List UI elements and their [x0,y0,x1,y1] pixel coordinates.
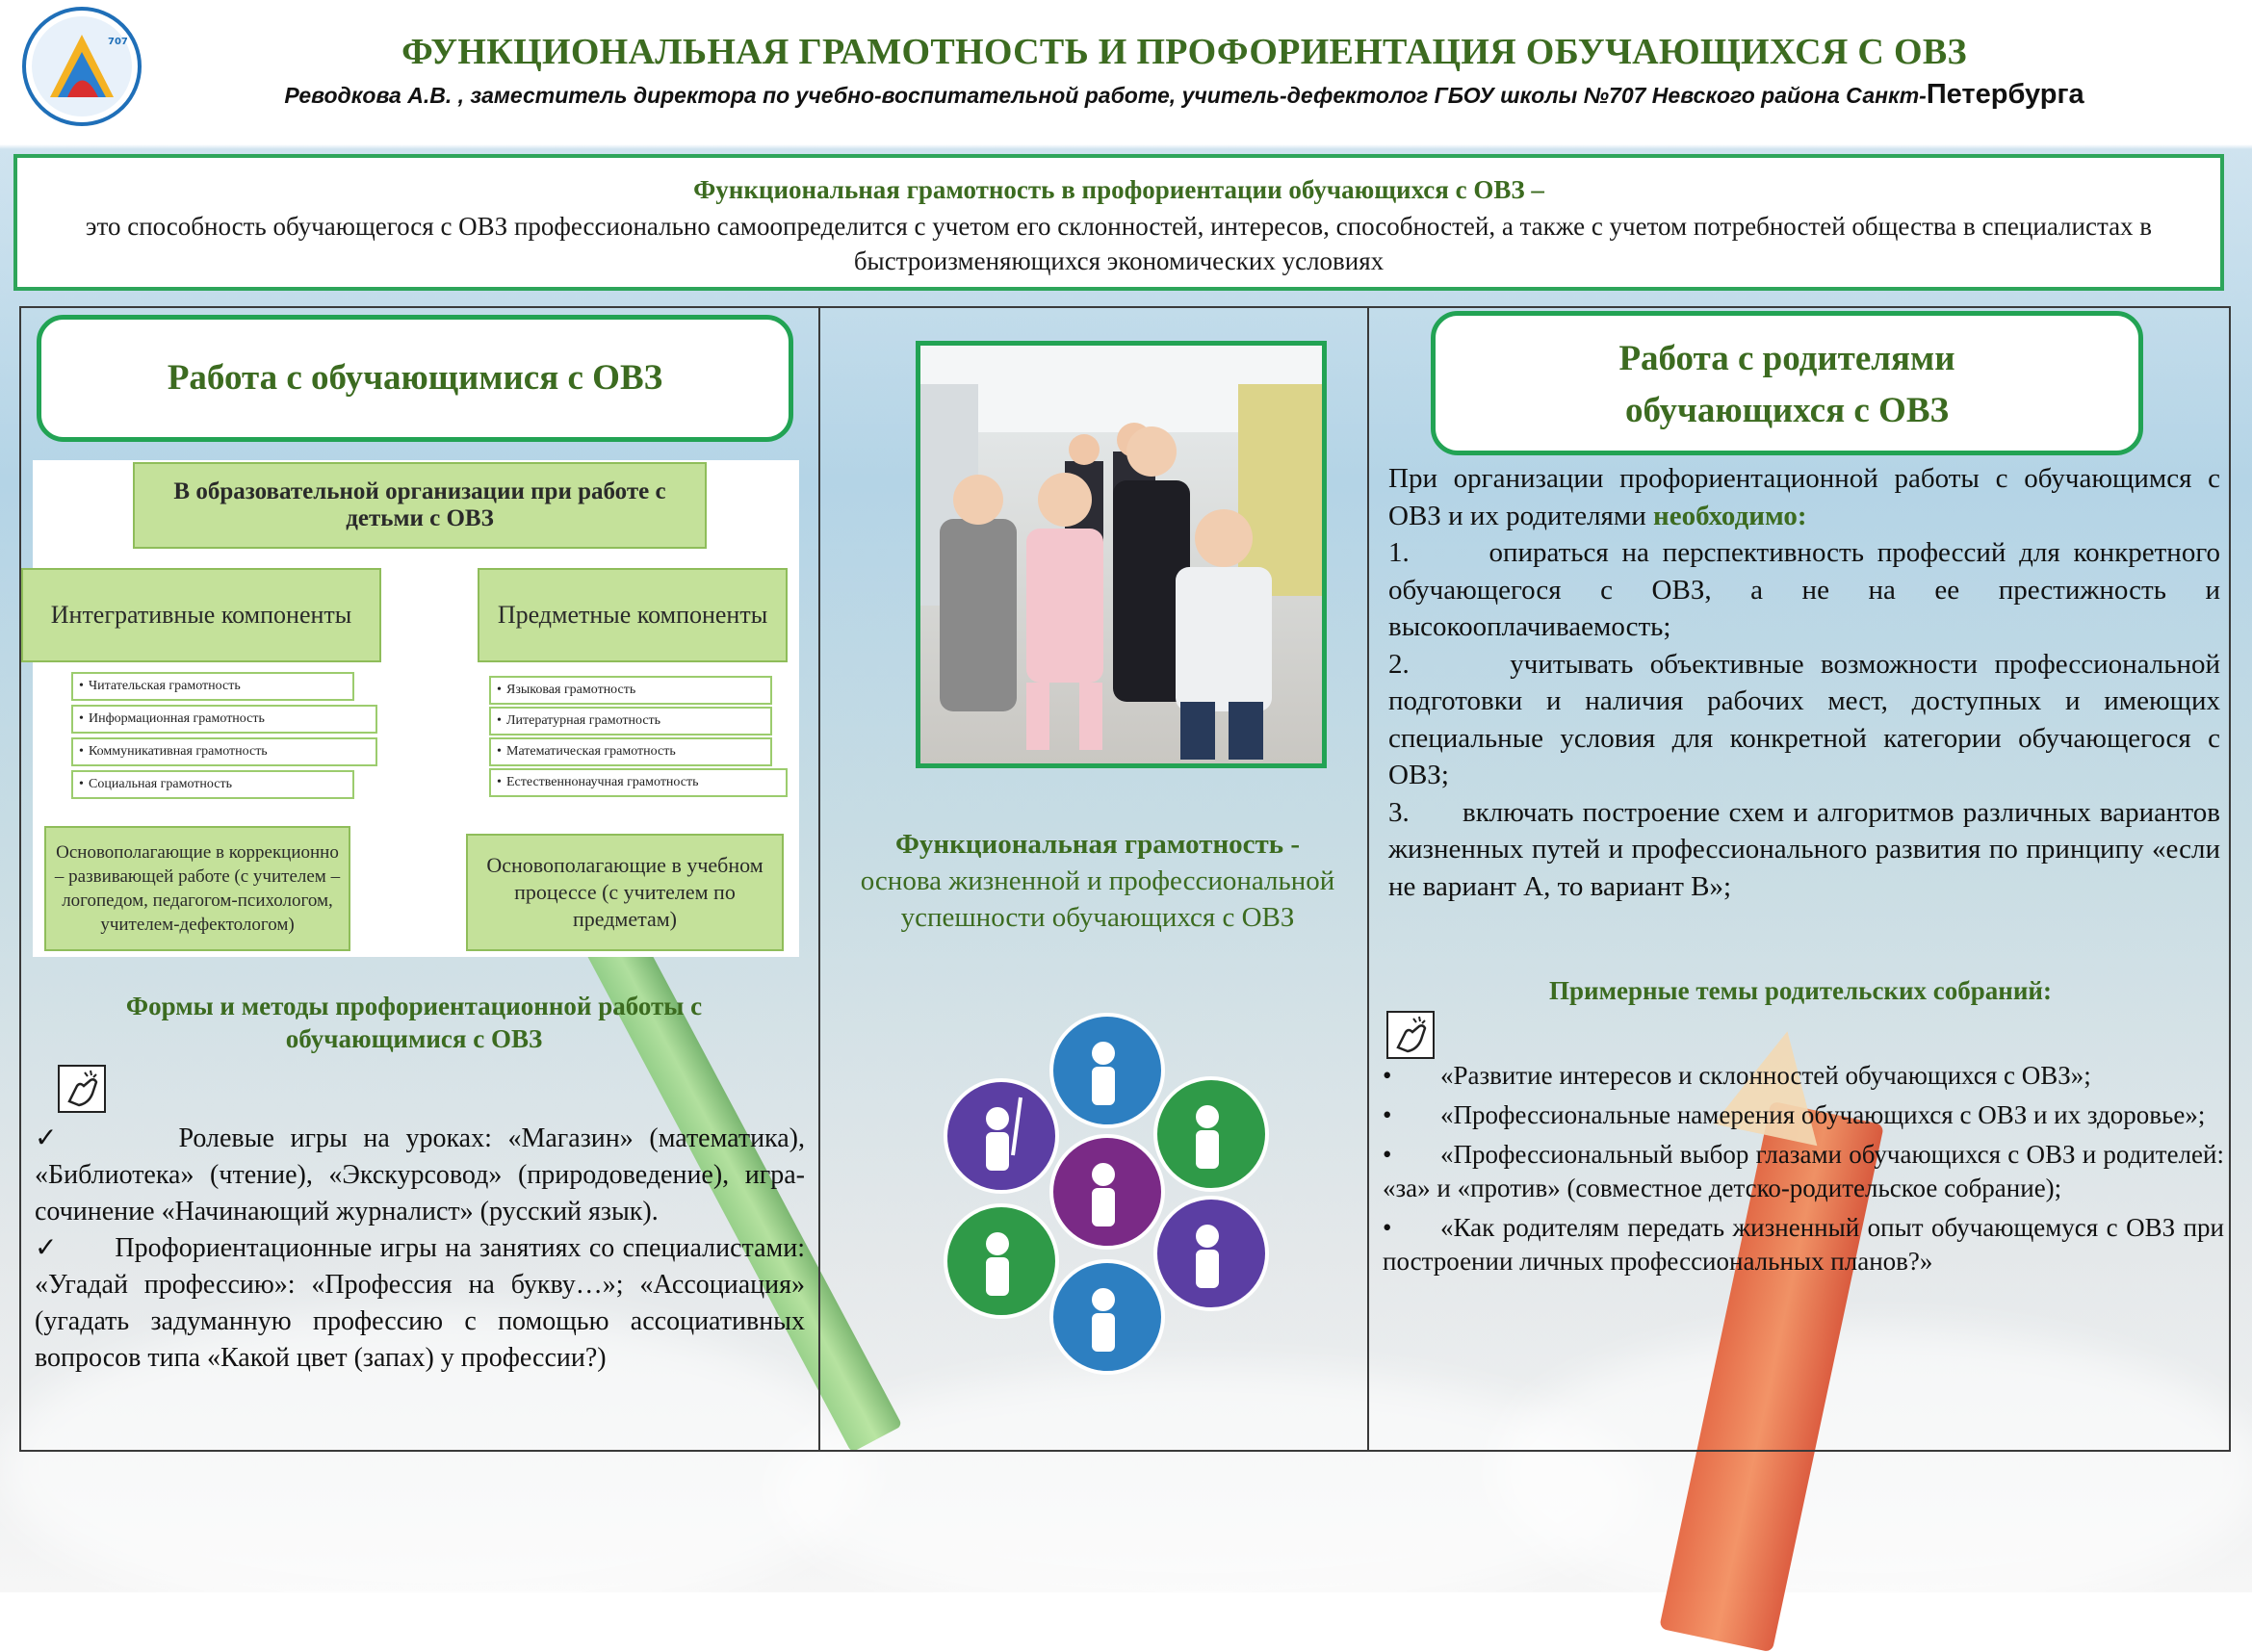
subject-item-science: • Естественнонаучная грамотность [489,768,788,797]
meetings-title: Примерные темы родительских собраний: [1549,976,2052,1005]
parents-title-line1: Работа с родителями [1618,339,1955,378]
profession-icon-painter [1051,1015,1163,1126]
touch-hand-icon [1385,1009,1437,1061]
student-forms-list [35,1121,805,1377]
professions-icon-cluster [905,1011,1309,1415]
meeting-item-4: • «Как родителям передать жизненный опыт обучающемуся с ОВЗ при построении личных профессиональных планов?» [1383,1213,2224,1276]
integrative-box: Интегративные компоненты [21,568,381,662]
parents-intro: При организации профориентационной работы с обучающимся с ОВЗ и их родителями необходимо: [1388,463,2220,531]
profession-icon-dentist [1155,1198,1267,1309]
subject-item-lang: • Языковая грамотность [489,676,772,705]
parents-title-line2: обучающихся с ОВЗ [1624,391,1950,430]
logo-label: 707 [108,37,128,47]
need-label: необходимо: [1653,500,1807,531]
subject-item-math: • Математическая грамотность [489,737,772,766]
literacy-diagram [33,460,799,957]
diagram-top-box: В образовательной организации при работе с детьми с ОВЗ [133,462,707,549]
profession-icon-gardener [1155,1078,1267,1190]
bullet-icon: • [1383,1100,1392,1129]
students-work-pill [37,315,793,442]
bullet-icon: • [1383,1061,1392,1090]
parents-recommendations [1388,460,2220,905]
definition-title: Функциональная грамотность в профориентации обучающихся с ОВЗ – [693,175,1544,204]
profession-icon-accountant [1051,1261,1163,1373]
subject-box: Предметные компоненты [478,568,788,662]
integr-item-reading: • Читательская грамотность [71,672,354,701]
profession-icon-artist [945,1080,1057,1192]
bottom-left-box: Основополагающие в коррекционно – развивающей работе (с учителем –логопедом, педагогом-психологом, учителем-дефектологом) [44,826,350,951]
integr-item-social: • Социальная грамотность [71,770,354,799]
forms-item-2: ✓ Профориентационные игры на занятиях со специалистами: «Угадай профессию»: «Профессия на букву…»; «Ассоциация» (угадать задуманную профессию с помощью ассоциативных вопросов типа «Какой цвет (запах) у профессии?) [35,1233,806,1373]
definition-box [13,154,2224,291]
students-work-title: Работа с обучающимися с ОВЗ [167,358,663,398]
meeting-item-1: • «Развитие интересов и склонностей обучающихся с ОВЗ»; [1383,1059,2224,1093]
bullet-icon: • [1383,1213,1392,1242]
definition-text: это способность обучающегося с ОВЗ профессионально самоопределится с учетом его склонностей, интересов, способностей, а также с учетом потребностей общества в специалистах в быстроизменяющихся экономических условиях [85,212,2153,275]
author-line [173,79,2195,111]
bullet-icon: • [1383,1140,1392,1169]
meetings-list [1383,1059,2224,1284]
forms-item-1: ✓ Ролевые игры на уроках: «Магазин» (математика), «Библиотека» (чтение), «Экскурсовод» (природоведение), игра-сочинение «Начинающий журналист» (русский язык). [35,1123,805,1226]
author-main: Реводкова А.В. , заместитель директора по учебно-воспитательной работе, учитель-дефектолог ГБОУ школы №707 Невского района Санкт- [284,83,1927,108]
parents-point-1: 1. опираться на перспективность профессий для конкретного обучающегося с ОВЗ, а не на ее престижность и высокооплачиваемость; [1388,537,2220,642]
check-icon: ✓ [35,1233,59,1263]
column-divider [1367,306,1369,1452]
column-divider [818,306,820,1452]
touch-hand-icon [56,1063,108,1115]
profession-icon-chef [1051,1136,1163,1248]
caption-rest: основа жизненной и профессиональной успешности обучающихся с ОВЗ [860,865,1335,933]
children-photo [916,341,1327,768]
school-logo [21,6,142,127]
children-photo-illustration [920,346,1322,763]
profession-icon-builder [945,1205,1057,1317]
center-caption [847,826,1348,936]
meeting-item-2: • «Профессиональные намерения обучающихся с ОВЗ и их здоровье»; [1383,1098,2224,1132]
caption-bold: Функциональная грамотность - [894,829,1301,860]
poster-title: ФУНКЦИОНАЛЬНАЯ ГРАМОТНОСТЬ И ПРОФОРИЕНТАЦИЯ ОБУЧАЮЩИХСЯ С ОВЗ [401,32,1967,72]
meeting-item-3: • «Профессиональный выбор глазами обучающихся с ОВЗ и родителей: «за» и «против» (совместное детско-родительское собрание); [1383,1140,2224,1202]
forms-methods-title: Формы и методы профориентационной работы с обучающимися с ОВЗ [125,992,703,1053]
subject-item-lit: • Литературная грамотность [489,707,772,736]
integr-item-info: • Информационная грамотность [71,705,377,734]
parents-point-2: 2. учитывать объективные возможности профессиональной подготовки и наличия рабочих мест, доступных и имеющих специальные условия для конкретной категории обучающегося с ОВЗ; [1388,648,2220,790]
integr-item-comm: • Коммуникативная грамотность [71,737,377,766]
parents-point-3: 3. включать построение схем и алгоритмов различных вариантов жизненных путей и профессионального развития по принципу «если не вариант А, то вариант В»; [1388,796,2220,902]
check-icon: ✓ [35,1123,67,1153]
author-city: Петербурга [1926,79,2084,110]
parents-work-pill [1431,311,2143,455]
bottom-right-box: Основополагающие в учебном процессе (с учителем по предметам) [466,834,784,951]
